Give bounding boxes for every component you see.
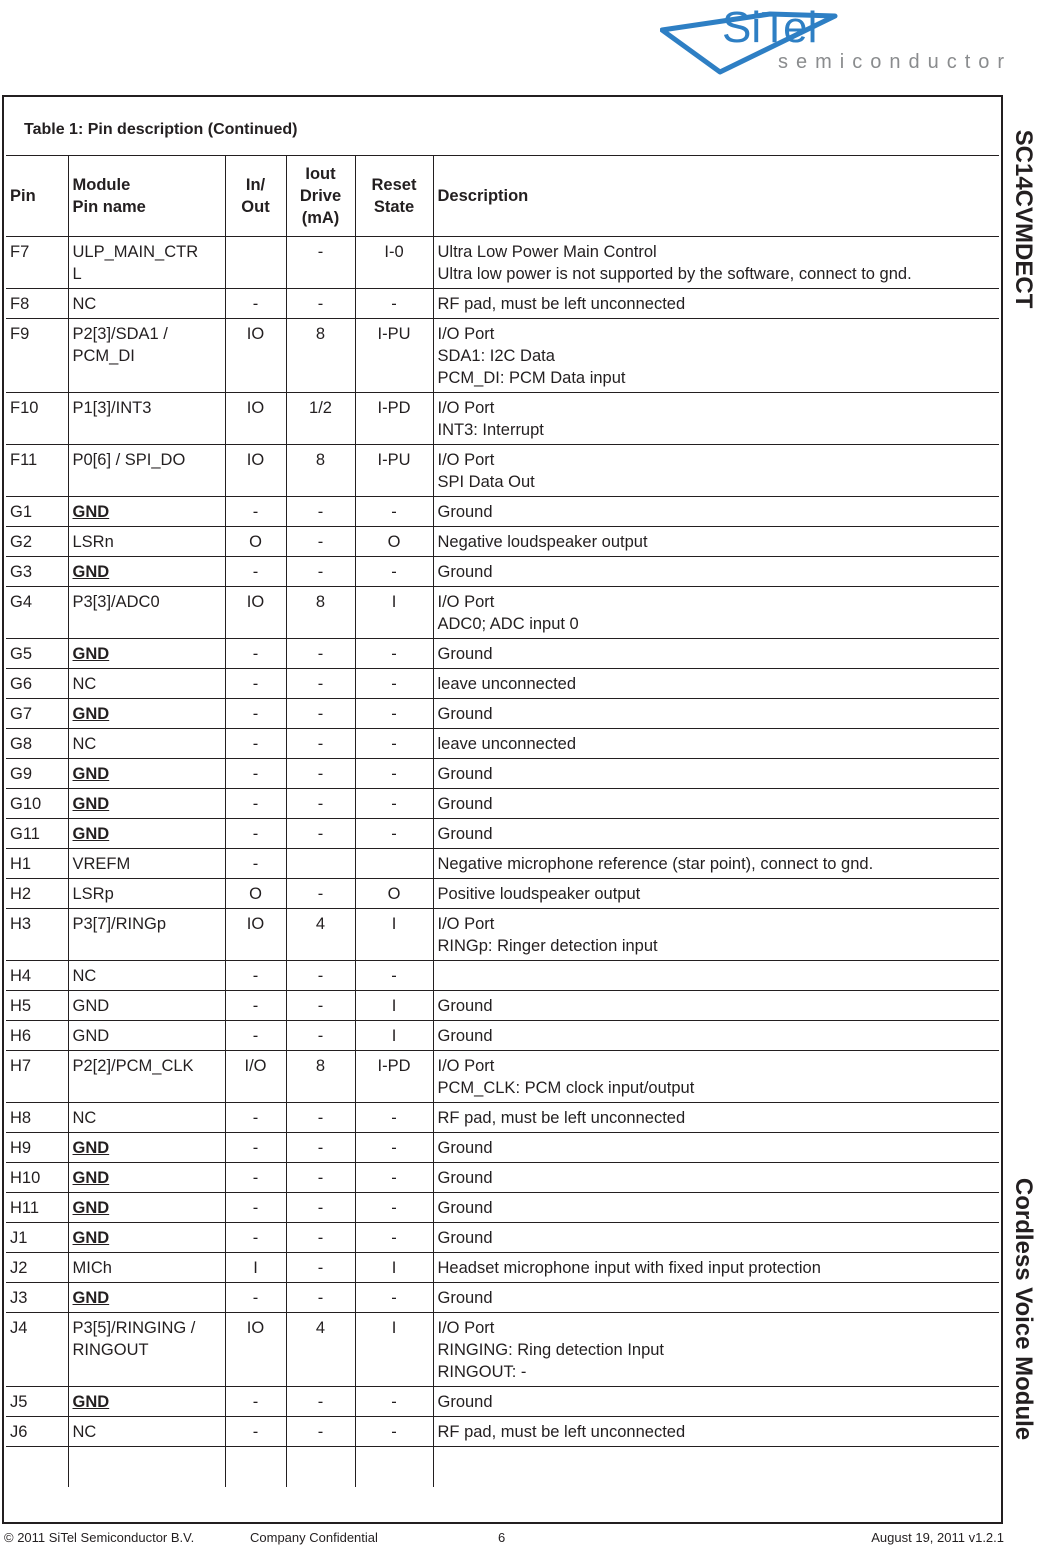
cell-pin: G4 (10, 593, 33, 611)
cell-iout-drive: - (286, 639, 355, 669)
cell-reset-state: I-PD (355, 1051, 433, 1103)
cell-description: Negative loudspeaker output (433, 527, 999, 557)
cell-pin: H9 (10, 1139, 32, 1157)
cell-iout-drive: - (286, 961, 355, 991)
cell-pin: G5 (10, 645, 33, 663)
cell-description: Ground (433, 497, 999, 527)
cell-description: Ground (433, 1223, 999, 1253)
cell-reset-state: - (355, 699, 433, 729)
cell-in-out: - (225, 1133, 286, 1163)
cell-description: Ground (433, 557, 999, 587)
cell-module-pin-name: P2[2]/PCM_CLK (68, 1051, 225, 1103)
cell-pin: H4 (10, 967, 32, 985)
cell-description: Ground (433, 1193, 999, 1223)
cell-iout-drive: - (286, 991, 355, 1021)
cell-module-pin-name: GND (68, 1133, 225, 1163)
cell-iout-drive (286, 849, 355, 879)
cell-iout-drive: - (286, 1387, 355, 1417)
cell-pin: G8 (10, 735, 33, 753)
cell-module-pin-name: P3[5]/RINGING / RINGOUT (68, 1313, 225, 1387)
footer-date-version: August 19, 2011 v1.2.1 (871, 1530, 1004, 1545)
cell-in-out: - (225, 789, 286, 819)
cell-description: Ground (433, 1163, 999, 1193)
table-row (6, 789, 999, 819)
table-row (6, 1103, 999, 1133)
cell-reset-state: - (355, 789, 433, 819)
cell-iout-drive: - (286, 527, 355, 557)
cell-pin: H5 (10, 997, 32, 1015)
header-pin: Pin (10, 187, 36, 205)
cell-iout-drive: - (286, 237, 355, 289)
table-row (6, 237, 999, 289)
cell-pin: H10 (10, 1169, 41, 1187)
cell-pin: J3 (10, 1289, 28, 1307)
table-row (6, 527, 999, 557)
cell-iout-drive: - (286, 699, 355, 729)
cell-reset-state: I-PD (355, 393, 433, 445)
cell-module-pin-name: GND (68, 991, 225, 1021)
cell-iout-drive: 4 (286, 1313, 355, 1387)
cell-reset-state: O (355, 879, 433, 909)
filler-cell (286, 1447, 355, 1487)
cell-reset-state: - (355, 639, 433, 669)
table-row (6, 879, 999, 909)
header-in-out: In/ Out (225, 156, 286, 237)
cell-iout-drive: - (286, 557, 355, 587)
cell-in-out: IO (225, 319, 286, 393)
table-row (6, 849, 999, 879)
cell-pin: H6 (10, 1027, 32, 1045)
table-row (6, 1051, 999, 1103)
cell-iout-drive: - (286, 1283, 355, 1313)
cell-pin: H1 (10, 855, 32, 873)
cell-description: leave unconnected (433, 669, 999, 699)
cell-reset-state: - (355, 1133, 433, 1163)
cell-module-pin-name: GND (68, 639, 225, 669)
cell-description: RF pad, must be left unconnected (433, 1103, 999, 1133)
cell-iout-drive: - (286, 759, 355, 789)
table-row (6, 1163, 999, 1193)
cell-in-out: - (225, 289, 286, 319)
cell-module-pin-name: GND (68, 819, 225, 849)
table-row (6, 1223, 999, 1253)
cell-iout-drive: - (286, 289, 355, 319)
side-title (1006, 95, 1040, 1524)
cell-reset-state (355, 849, 433, 879)
filler-cell (355, 1447, 433, 1487)
table-header-row (6, 156, 999, 237)
cell-reset-state: O (355, 527, 433, 557)
cell-module-pin-name: GND (68, 1021, 225, 1051)
cell-module-pin-name: GND (68, 759, 225, 789)
cell-in-out (225, 237, 286, 289)
cell-reset-state: - (355, 1283, 433, 1313)
table-row (6, 319, 999, 393)
table-row (6, 445, 999, 497)
cell-in-out: O (225, 879, 286, 909)
cell-description: I/O Port ADC0; ADC input 0 (433, 587, 999, 639)
cell-pin: J4 (10, 1319, 28, 1337)
cell-module-pin-name: GND (68, 557, 225, 587)
cell-description: I/O Port INT3: Interrupt (433, 393, 999, 445)
cell-iout-drive: - (286, 789, 355, 819)
cell-description: I/O Port SDA1: I2C Data PCM_DI: PCM Data input (433, 319, 999, 393)
cell-iout-drive: 8 (286, 587, 355, 639)
cell-reset-state: I-0 (355, 237, 433, 289)
cell-description: Ground (433, 699, 999, 729)
cell-iout-drive: - (286, 819, 355, 849)
cell-pin: G6 (10, 675, 33, 693)
cell-iout-drive: - (286, 729, 355, 759)
header-iout-drive: Iout Drive (mA) (286, 156, 355, 237)
cell-iout-drive: - (286, 669, 355, 699)
cell-reset-state: - (355, 557, 433, 587)
cell-in-out: IO (225, 909, 286, 961)
cell-module-pin-name: GND (68, 1193, 225, 1223)
cell-description: Ground (433, 1387, 999, 1417)
cell-description: I/O Port SPI Data Out (433, 445, 999, 497)
cell-pin: J1 (10, 1229, 28, 1247)
cell-iout-drive: - (286, 1133, 355, 1163)
cell-pin: F10 (10, 399, 39, 417)
cell-module-pin-name: NC (68, 1417, 225, 1447)
cell-iout-drive: - (286, 1253, 355, 1283)
cell-in-out: O (225, 527, 286, 557)
table-row (6, 639, 999, 669)
cell-reset-state: I (355, 1313, 433, 1387)
cell-iout-drive: - (286, 497, 355, 527)
product-subtitle: Cordless Voice Module (1010, 1177, 1037, 1441)
cell-reset-state: - (355, 759, 433, 789)
cell-description: Ground (433, 1133, 999, 1163)
cell-reset-state: - (355, 1387, 433, 1417)
cell-iout-drive: - (286, 1417, 355, 1447)
table-body (6, 237, 999, 1487)
cell-reset-state: I (355, 909, 433, 961)
cell-module-pin-name: GND (68, 1163, 225, 1193)
cell-iout-drive: 8 (286, 1051, 355, 1103)
cell-description: Ground (433, 639, 999, 669)
cell-description: RF pad, must be left unconnected (433, 1417, 999, 1447)
cell-in-out: - (225, 1103, 286, 1133)
cell-description: RF pad, must be left unconnected (433, 289, 999, 319)
cell-in-out: - (225, 759, 286, 789)
cell-in-out: - (225, 1021, 286, 1051)
table-row (6, 393, 999, 445)
cell-description: Ground (433, 1283, 999, 1313)
table-row (6, 669, 999, 699)
cell-pin: G2 (10, 533, 33, 551)
table-row (6, 289, 999, 319)
table-caption: Table 1: Pin description (Continued) (24, 121, 298, 138)
footer-page-number: 6 (498, 1530, 506, 1545)
cell-pin: H8 (10, 1109, 32, 1127)
cell-reset-state: - (355, 961, 433, 991)
cell-reset-state: - (355, 289, 433, 319)
cell-iout-drive: - (286, 1103, 355, 1133)
cell-iout-drive: - (286, 1021, 355, 1051)
cell-reset-state: I (355, 587, 433, 639)
cell-module-pin-name: NC (68, 669, 225, 699)
cell-reset-state: - (355, 1193, 433, 1223)
pin-description-table (6, 155, 999, 1487)
cell-description: Negative microphone reference (star point), connect to gnd. (433, 849, 999, 879)
cell-pin: G9 (10, 765, 33, 783)
cell-description: I/O Port RINGp: Ringer detection input (433, 909, 999, 961)
cell-iout-drive: - (286, 1223, 355, 1253)
sitel-logo (660, 0, 1035, 78)
cell-in-out: - (225, 849, 286, 879)
table-filler-row (6, 1447, 999, 1487)
cell-in-out: - (225, 991, 286, 1021)
table-row (6, 961, 999, 991)
cell-description: I/O Port RINGING: Ring detection Input RINGOUT: - (433, 1313, 999, 1387)
cell-in-out: I (225, 1253, 286, 1283)
table-row (6, 497, 999, 527)
cell-description: Ground (433, 819, 999, 849)
cell-reset-state: - (355, 669, 433, 699)
cell-pin: J2 (10, 1259, 28, 1277)
cell-in-out: - (225, 961, 286, 991)
cell-module-pin-name: NC (68, 289, 225, 319)
cell-in-out: - (225, 1193, 286, 1223)
cell-pin: G3 (10, 563, 33, 581)
cell-pin: G1 (10, 503, 33, 521)
cell-in-out: - (225, 1163, 286, 1193)
header-module-pin-name: Module Pin name (68, 156, 225, 237)
cell-reset-state: - (355, 819, 433, 849)
cell-iout-drive: - (286, 879, 355, 909)
cell-module-pin-name: NC (68, 961, 225, 991)
cell-description: Ground (433, 789, 999, 819)
cell-module-pin-name: MICh (68, 1253, 225, 1283)
cell-pin: F11 (10, 451, 38, 469)
cell-module-pin-name: GND (68, 1223, 225, 1253)
cell-in-out: - (225, 557, 286, 587)
cell-pin: H2 (10, 885, 32, 903)
table-row (6, 1313, 999, 1387)
cell-module-pin-name: P2[3]/SDA1 / PCM_DI (68, 319, 225, 393)
cell-description: I/O Port PCM_CLK: PCM clock input/output (433, 1051, 999, 1103)
cell-in-out: - (225, 1223, 286, 1253)
cell-reset-state: I (355, 1253, 433, 1283)
cell-module-pin-name: GND (68, 1387, 225, 1417)
cell-module-pin-name: P3[3]/ADC0 (68, 587, 225, 639)
cell-module-pin-name: VREFM (68, 849, 225, 879)
cell-pin: F9 (10, 325, 30, 343)
table-row (6, 759, 999, 789)
cell-module-pin-name: NC (68, 729, 225, 759)
cell-in-out: IO (225, 393, 286, 445)
cell-reset-state: - (355, 1223, 433, 1253)
cell-pin: G7 (10, 705, 33, 723)
cell-module-pin-name: P0[6] / SPI_DO (68, 445, 225, 497)
cell-in-out: - (225, 729, 286, 759)
cell-pin: H7 (10, 1057, 32, 1075)
table-row (6, 909, 999, 961)
cell-module-pin-name: GND (68, 699, 225, 729)
cell-pin: G10 (10, 795, 42, 813)
cell-module-pin-name: NC (68, 1103, 225, 1133)
cell-in-out: - (225, 1283, 286, 1313)
cell-pin: H3 (10, 915, 32, 933)
cell-in-out: IO (225, 1313, 286, 1387)
product-title: SC14CVMDECT (1010, 129, 1037, 309)
table-row (6, 991, 999, 1021)
cell-module-pin-name: GND (68, 789, 225, 819)
table-row (6, 557, 999, 587)
table-row (6, 699, 999, 729)
table-row (6, 1387, 999, 1417)
cell-description: Ground (433, 991, 999, 1021)
table-row (6, 1021, 999, 1051)
table-row (6, 1253, 999, 1283)
cell-in-out: I/O (225, 1051, 286, 1103)
cell-module-pin-name: P1[3]/INT3 (68, 393, 225, 445)
cell-pin: H11 (10, 1199, 40, 1217)
cell-reset-state: I (355, 1021, 433, 1051)
cell-module-pin-name: ULP_MAIN_CTR L (68, 237, 225, 289)
cell-pin: F8 (10, 295, 30, 313)
cell-iout-drive: 4 (286, 909, 355, 961)
table-row (6, 587, 999, 639)
logo-sub-text: semiconductor (778, 51, 1013, 73)
cell-in-out: - (225, 1417, 286, 1447)
cell-description: Headset microphone input with fixed input protection (433, 1253, 999, 1283)
cell-in-out: - (225, 497, 286, 527)
cell-iout-drive: - (286, 1163, 355, 1193)
cell-reset-state: - (355, 729, 433, 759)
footer-copyright: © 2011 SiTel Semiconductor B.V. (4, 1530, 195, 1545)
cell-module-pin-name: GND (68, 497, 225, 527)
cell-description: Ground (433, 759, 999, 789)
cell-in-out: IO (225, 445, 286, 497)
cell-iout-drive: 1/2 (286, 393, 355, 445)
cell-description: Ultra Low Power Main Control Ultra low power is not supported by the software, connect to gnd. (433, 237, 999, 289)
cell-reset-state: - (355, 1163, 433, 1193)
cell-module-pin-name: GND (68, 1283, 225, 1313)
cell-iout-drive: 8 (286, 445, 355, 497)
table-row (6, 1283, 999, 1313)
cell-in-out: - (225, 669, 286, 699)
cell-module-pin-name: LSRp (68, 879, 225, 909)
cell-in-out: IO (225, 587, 286, 639)
cell-reset-state: - (355, 497, 433, 527)
header-description: Description (433, 156, 999, 237)
cell-module-pin-name: P3[7]/RINGp (68, 909, 225, 961)
filler-cell (225, 1447, 286, 1487)
cell-description: Ground (433, 1021, 999, 1051)
table-row (6, 1133, 999, 1163)
cell-reset-state: I (355, 991, 433, 1021)
table-row (6, 819, 999, 849)
cell-pin: J5 (10, 1393, 28, 1411)
cell-pin: G11 (10, 825, 40, 843)
header-reset-state: Reset State (355, 156, 433, 237)
table-row (6, 1193, 999, 1223)
cell-description: leave unconnected (433, 729, 999, 759)
cell-in-out: - (225, 639, 286, 669)
logo-main-text: SiTel (722, 3, 818, 52)
table-row (6, 1417, 999, 1447)
cell-reset-state: I-PU (355, 319, 433, 393)
cell-pin: F7 (10, 243, 30, 261)
filler-cell (433, 1447, 999, 1487)
footer-confidential: Company Confidential (250, 1530, 378, 1545)
cell-in-out: - (225, 819, 286, 849)
cell-reset-state: - (355, 1103, 433, 1133)
cell-description: Positive loudspeaker output (433, 879, 999, 909)
cell-reset-state: - (355, 1417, 433, 1447)
table-row (6, 729, 999, 759)
cell-reset-state: I-PU (355, 445, 433, 497)
filler-cell (68, 1447, 225, 1487)
cell-description (433, 961, 999, 991)
filler-cell (6, 1447, 68, 1487)
cell-module-pin-name: LSRn (68, 527, 225, 557)
cell-iout-drive: - (286, 1193, 355, 1223)
cell-in-out: - (225, 699, 286, 729)
cell-pin: J6 (10, 1423, 28, 1441)
cell-iout-drive: 8 (286, 319, 355, 393)
cell-in-out: - (225, 1387, 286, 1417)
